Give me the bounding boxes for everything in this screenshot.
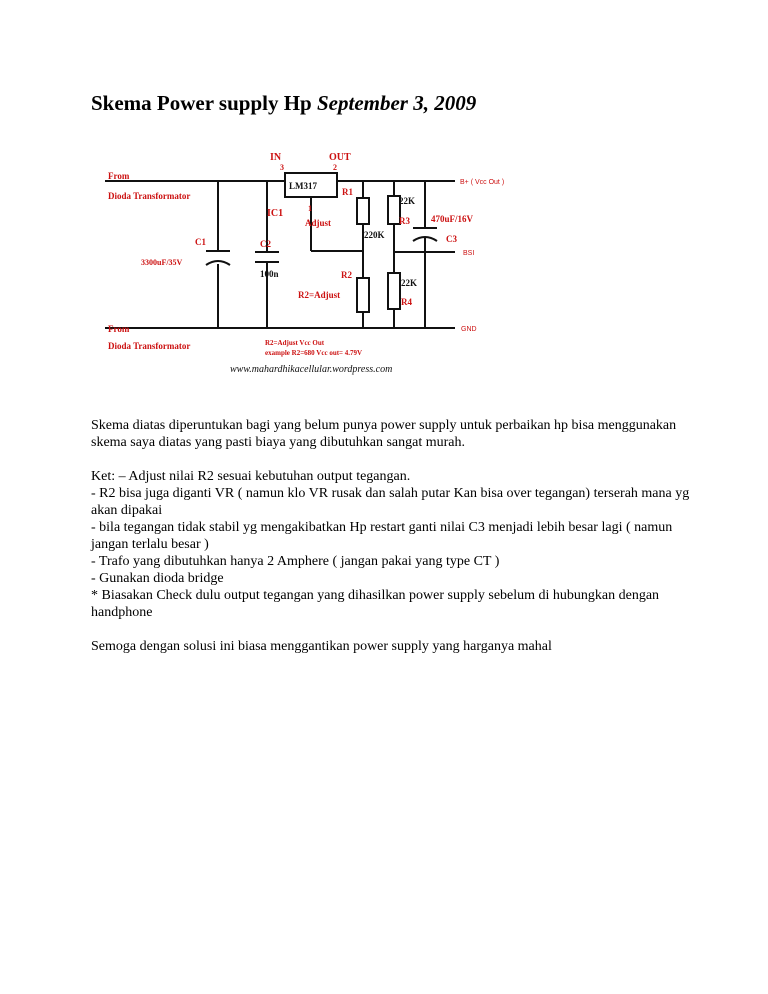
c2-label: C2 — [260, 239, 271, 249]
article-body — [91, 417, 691, 672]
adjust-pin: 1 — [308, 204, 312, 213]
ic-name: LM317 — [289, 181, 317, 191]
c1-label: C1 — [195, 237, 206, 247]
title-text: Skema Power supply Hp — [91, 91, 312, 115]
from-bottom-source: Dioda Transformator — [108, 341, 191, 351]
r3-label: R3 — [399, 216, 410, 226]
r4-value: 22K — [401, 278, 418, 288]
r4-label: R4 — [401, 297, 412, 307]
c3-label: C3 — [446, 234, 457, 244]
in-pin: 3 — [280, 163, 284, 172]
adjust-label: Adjust — [305, 218, 332, 228]
r2-note: R2=Adjust Vcc Out — [265, 339, 325, 347]
note-item: - bila tegangan tidak stabil yg mengakibatkan Hp restart ganti nilai C3 menjadi lebih besar lagi ( namun jangan terlalu besar ) — [91, 520, 673, 552]
r2-value: R2=Adjust — [298, 290, 341, 300]
notes-list — [91, 468, 691, 621]
out-label: OUT — [329, 152, 351, 163]
vcc-out-label: B+ ( Vcc Out ) — [460, 179, 505, 186]
page-title — [91, 91, 476, 116]
bsi-label: BSI — [463, 250, 475, 257]
r1-value: 220K — [364, 230, 385, 240]
from-bottom-label: From — [108, 324, 130, 334]
r3-value: 22K — [399, 196, 416, 206]
closing-paragraph: Semoga dengan solusi ini biasa menggantikan power supply yang harganya mahal — [91, 639, 552, 654]
example-note: example R2=680 Vcc out= 4.79V — [265, 349, 363, 357]
c3-value: 470uF/16V — [431, 214, 474, 224]
c2-value: 100n — [260, 269, 279, 279]
note-item: - Gunakan dioda bridge — [91, 571, 224, 586]
note-item: - Trafo yang dibutuhkan hanya 2 Amphere ( jangan pakai yang type CT ) — [91, 554, 500, 569]
gnd-label: GND — [461, 326, 477, 333]
out-pin: 2 — [333, 163, 337, 172]
ic-ref: IC1 — [267, 208, 284, 219]
power-supply-schematic — [105, 148, 531, 383]
note-item: - R2 bisa juga diganti VR ( namun klo VR rusak dan salah putar Kan bisa over tegangan) terserah mana yg akan dipakai — [91, 486, 690, 518]
from-top-label: From — [108, 171, 130, 181]
c1-value: 3300uF/35V — [141, 258, 183, 267]
in-label: IN — [270, 152, 282, 163]
note-item: Ket: – Adjust nilai R2 sesuai kebutuhan output tegangan. — [91, 469, 411, 484]
credit-url: www.mahardhikacellular.wordpress.com — [230, 364, 393, 375]
from-top-source: Dioda Transformator — [108, 191, 191, 201]
post-date: September 3, 2009 — [317, 91, 477, 115]
r1-label: R1 — [342, 187, 353, 197]
note-item: * Biasakan Check dulu output tegangan yang dihasilkan power supply sebelum di hubungkan dengan handphone — [91, 588, 660, 620]
r2-label: R2 — [341, 270, 352, 280]
intro-paragraph: Skema diatas diperuntukan bagi yang belum punya power supply untuk perbaikan hp bisa menggunakan skema saya diatas yang pasti biaya yang dibutuhkan sangat murah. — [91, 418, 677, 450]
